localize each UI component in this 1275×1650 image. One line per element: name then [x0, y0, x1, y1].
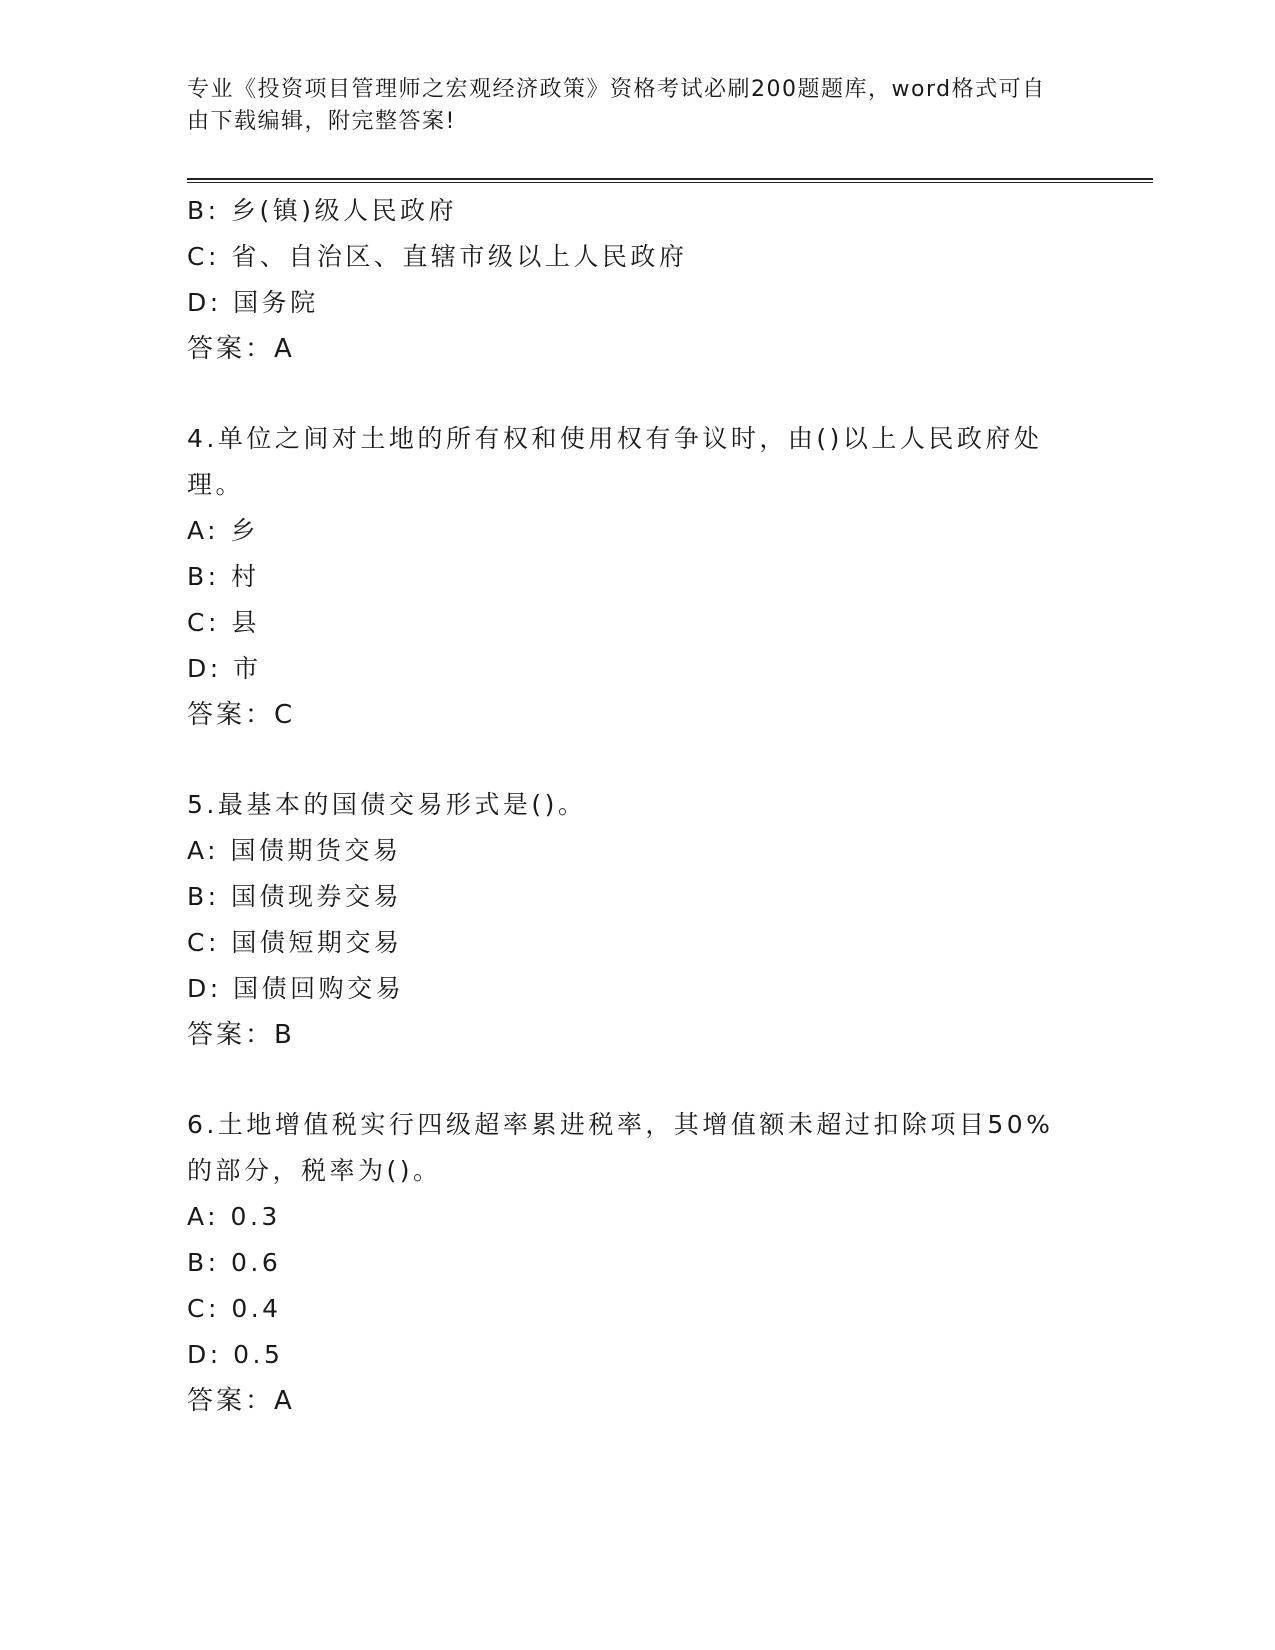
- option-d: D: 国务院: [187, 288, 319, 317]
- header-divider: [187, 178, 1153, 183]
- question-text: 5.最基本的国债交易形式是()。: [187, 790, 587, 819]
- answer: 答案：C: [187, 700, 296, 730]
- option-c: C: 0.4: [187, 1294, 282, 1323]
- option-c: C: 县: [187, 608, 260, 637]
- question-text: 6.土地增值税实行四级超率累进税率，其增值额未超过扣除项目50%的部分，税率为()。: [187, 1110, 1054, 1185]
- question-5: [187, 782, 1077, 1058]
- option-b: B: 0.6: [187, 1248, 282, 1277]
- option-b: B: 乡(镇)级人民政府: [187, 196, 458, 225]
- document-title: 专业《投资项目管理师之宏观经济政策》资格考试必刷200题题库，word格式可自由下载编辑，附完整答案!: [187, 77, 1046, 134]
- question-text: 4.单位之间对土地的所有权和使用权有争议时，由()以上人民政府处理。: [187, 424, 1043, 499]
- answer: 答案：A: [187, 1386, 295, 1416]
- option-d: D: 国债回购交易: [187, 974, 405, 1003]
- question-6: [187, 1102, 1077, 1424]
- question-3-tail: [187, 188, 1077, 372]
- option-d: D: 市: [187, 654, 262, 683]
- option-b: B: 国债现券交易: [187, 882, 403, 911]
- option-a: A: 0.3: [187, 1202, 281, 1231]
- answer: 答案：B: [187, 1020, 295, 1050]
- option-a: A: 国债期货交易: [187, 836, 402, 865]
- option-b: B: 村: [187, 562, 260, 591]
- question-4: [187, 416, 1077, 738]
- question-list: [187, 188, 1077, 1424]
- option-c: C: 省、自治区、直辖市级以上人民政府: [187, 242, 688, 271]
- answer: 答案：A: [187, 334, 295, 364]
- option-a: A: 乡: [187, 516, 260, 545]
- option-d: D: 0.5: [187, 1340, 284, 1369]
- option-c: C: 国债短期交易: [187, 928, 403, 957]
